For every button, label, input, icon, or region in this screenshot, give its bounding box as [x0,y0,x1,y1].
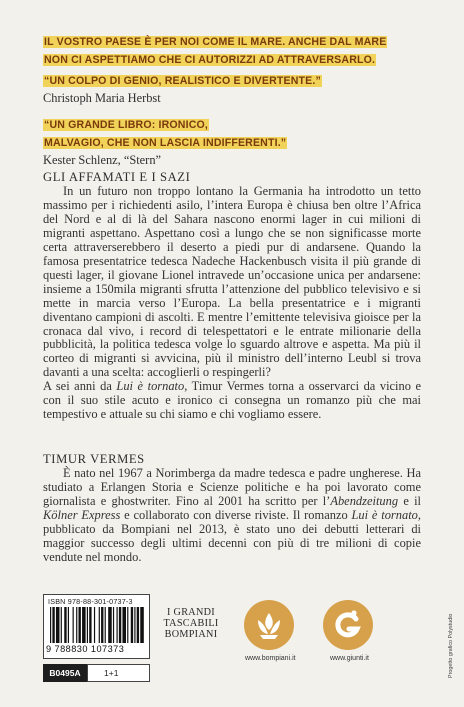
quote-3-line-1: “UN GRANDE LIBRO: IRONICO, [44,119,208,131]
bompiani-leaf-icon [244,600,294,650]
barcode-bar [108,607,112,643]
synopsis-p2-title: Lui è tornato [116,379,185,394]
quote-2-line-1: “UN COLPO DI GENIO, REALISTICO E DIVERTENTE.” [44,75,321,87]
barcode-bar [94,607,95,643]
synopsis-text [43,185,421,422]
product-code: B0495A [43,664,87,682]
series-line-2: TASCABILI [163,618,219,629]
barcode-bars [50,607,145,643]
bio-abendzeitung: Abendzeitung [330,493,399,508]
bio-part-2: e il [398,493,422,508]
barcode-bar [140,607,144,643]
barcode-bar [101,607,103,643]
barcode-bar [105,607,106,643]
author-bio-paragraph [43,467,421,565]
barcode-bar [87,607,88,643]
barcode-digits: 9 788830 107373 [46,644,125,654]
price-code: 1+1 [87,664,150,682]
bompiani-logo [244,600,294,650]
author-name: TIMUR VERMES [43,452,145,466]
barcode-bar [127,607,128,643]
bio-part-4: , pubblicato da Bompiani nel 2013, è stato uno dei debutti letterari di maggior successo degli ultimi decenni con più di tre milioni di copie vendute nel mondo. [43,507,421,564]
barcode-bar [64,607,66,643]
barcode-bar [50,607,51,643]
giunti-g-icon [323,600,373,650]
bio-lui-e-tornato: Lui è tornato [351,507,418,522]
synopsis-p2-suffix: , Timur Vermes torna a osservarci da vicino e con il suo stile acuto e ironico ci consegna un romanzo più che mai tempestivo e attuale su chi siamo e chi vogliamo essere. [43,379,422,422]
barcode-bar [82,607,86,643]
giunti-logo [323,600,373,650]
barcode-bar [99,607,100,643]
synopsis-paragraph-1: In un futuro non troppo lontano la Germania ha introdotto un tetto massimo per i richiedenti asilo, l’intera Europa è chiusa ben oltre l’Africa del Nord e al di là del Sahara nascono enormi lager in cui milioni di migranti aspettano. Aspettano così a lungo che se non significasse morte certa attraverserebbero il deserto a piedi pur di andarsene. Quando la famosa presentatrice tedesca Nadeche Hackenbusch visita il più grande di questi lager, il giovane Lionel intravede un’occasione unica per andarsene: insieme a 150mila migranti sfrutta l’attenzione del pubblico televisivo e si mette in marcia verso l’Europa. La bella presentatrice e i migranti diventano campioni di ascolti. E mentre l’emittente televisiva gioisce per la cronaca dal vivo, i record di telespettatori e le entrate milionarie della pubblicità, la politica tedesca volge lo sguardo altrove e aspetta. Ma più il corteo di migranti si avvicina, più il ministro dell’interno Leubl si trova davanti a una scelta: accoglierli o respingerli? [43,184,421,380]
barcode-box [43,594,150,659]
series-line-3: BOMPIANI [164,629,218,640]
quote-1-line-2: NON CI ASPETTIAMO CHE CI AUTORIZZI AD ATTRAVERSARLO. [44,54,376,66]
quote-3-line-2: MALVAGIO, CHE NON LASCIA INDIFFERENTI.” [44,137,287,149]
giunti-url: www.giunti.it [330,655,369,662]
barcode-bar [79,607,81,643]
design-credit [446,612,456,678]
design-credit-text: Progetto grafico Polystudio [448,613,454,678]
barcode [50,607,145,643]
barcode-bar [117,607,118,643]
quote-1 [43,32,433,68]
barcode-bar [61,607,62,643]
isbn-label: ISBN 978-88-301-0737-3 [48,597,133,606]
quote-1-line-1: IL VOSTRO PAESE È PER NOI COME IL MARE. ANCHE DAL MARE [44,36,387,48]
barcode-bar [122,607,126,643]
author-bio [43,467,421,565]
barcode-bar [68,607,69,643]
barcode-bar [76,607,77,643]
synopsis-p2-prefix: A sei anni da [43,379,117,394]
bio-part-1: È nato nel 1967 a Norimberga da madre tedesca e padre ungherese. Ha studiato a Erlangen Storia e Scienze politiche e ha poi lavorato come giornalista e ghostwriter. Fino al 2001 ha scritto per l’ [43,466,421,508]
barcode-bar [113,607,114,643]
synopsis-title: GLI AFFAMATI E I SAZI [43,170,191,184]
series-line-1: I GRANDI [167,607,215,618]
quote-3 [43,115,433,169]
barcode-bar [56,607,60,643]
quote-2 [43,71,433,107]
bio-part-3: e collaborato con diverse riviste. Il romanzo [120,507,352,522]
bio-kolner-express: Kölner Express [43,507,121,522]
barcode-bar [119,607,121,643]
barcode-bar [89,607,91,643]
barcode-bar [134,607,135,643]
series-label [156,607,226,640]
synopsis-paragraph-2 [43,380,421,422]
barcode-bar [73,607,74,643]
barcode-bar [52,607,54,643]
quote-3-attribution: Kester Schlenz, “Stern” [43,153,162,167]
barcode-bar [131,607,133,643]
bompiani-url: www.bompiani.it [245,655,296,662]
quote-2-attribution: Christoph Maria Herbst [43,91,161,105]
barcode-bar [137,607,139,643]
